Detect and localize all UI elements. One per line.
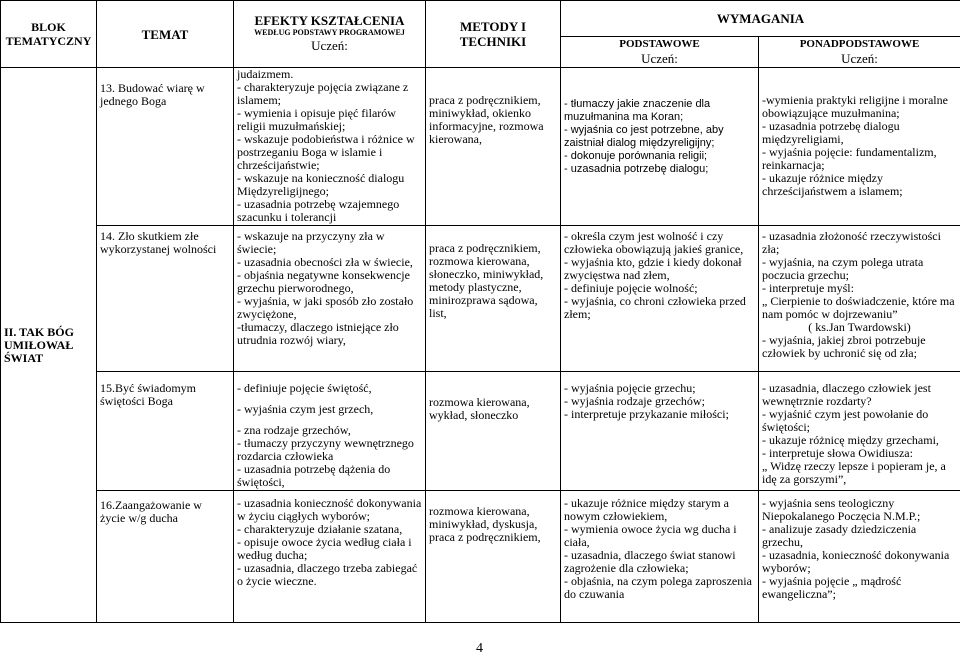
ponad-cell: - wyjaśnia sens teologiczny Niepokalanego Poczęcia N.M.P.; - analizuje zasady dziedziczenia grzechu, - uzasadnia, konieczność dokonywania wyborów; - wyjaśnia pojęcie „ mądrość ewangeliczna”; [759,491,960,623]
header-ponadpodstawowe [759,37,960,68]
header-blok: BLOK TEMATYCZNY [1,1,97,68]
ponad-cell: - uzasadnia, dlaczego człowiek jest wewnętrznie rozdarty? - wyjaśnić czym jest powołanie do świętości; - ukazuje różnicę między grzechami, - interpretuje słowa Owidiusza: „ Widzę rzeczy lepsze i popieram je, a idę za gorszymi”, [759,372,960,491]
top-fragment: judaizmem. [237,67,294,81]
header-efekty-title: EFEKTY KSZTAŁCENIA [254,13,405,28]
efekty-cell: judaizmem. - charakteryzuje pojęcia związane z islamem; - wymienia i opisuje pięć filarów religii muzułmańskiej; - wskazuje podobieństwa i różnice w postrzeganiu Boga w islamie i chrześcijaństwie; - wskazuje na konieczność dialogu Międzyreligijnego; - uzasadnia potrzebę wzajemnego szacunku i tolerancji [234,68,426,226]
efekty-cell: - uzasadnia konieczność dokonywania w życiu ciągłych wyborów; - charakteryzuje działanie szatana, - opisuje owoce życia według ciała i według ducha; - uzasadnia, dlaczego trzeba zabiegać o życie wieczne. [234,491,426,623]
page-number: 4 [476,641,483,656]
metody-cell: rozmowa kierowana, miniwykład, dyskusja, praca z podręcznikiem, [426,491,561,623]
blok-cell: II. TAK BÓG UMIŁOWAŁ ŚWIAT [1,68,97,623]
header-podstawowe-uczen: Uczeń: [641,51,678,66]
temat-cell: 14. Zło skutkiem złe wykorzystanej wolności [97,226,234,372]
metody-cell: praca z podręcznikiem, miniwykład, okienko informacyjne, rozmowa kierowana, [426,68,561,226]
temat-cell: 15.Być świadomym świętości Boga [97,372,234,491]
ponad-cell: -wymienia praktyki religijne i moralne obowiązujące muzułmanina; - uzasadnia potrzebę dialogu międzyreligiami, - wyjaśnia pojęcie: fundamentalizm, reinkarnacja; - ukazuje różnice między chrześcijaństwem a islamem; [759,68,960,226]
header-temat: TEMAT [97,1,234,68]
podstawowe-cell: - tłumaczy jakie znaczenie dla muzułmanina ma Koran; - wyjaśnia co jest potrzebne, aby zaistniał dialog międzyreligijny; - dokonuje porównania religii; - uzasadnia potrzebę dialogu; [561,68,759,226]
podstawowe-cell: - określa czym jest wolność i czy człowieka obowiązują jakieś granice, - wyjaśnia kto, gdzie i kiedy dokonał zwycięstwa nad złem, - definiuje pojęcie wolność; - wyjaśnia, co chroni człowieka przed złem; [561,226,759,372]
header-efekty-uczen: Uczeń: [311,38,348,53]
table-row [1,68,960,226]
efekty-cell: - wskazuje na przyczyny zła w świecie; - uzasadnia obecności zła w świecie, - objaśnia negatywne konsekwencje grzechu pierworodnego, - wyjaśnia, w jaki sposób zło zostało zwyciężone, -tłumaczy, dlaczego istniejące zło utrudnia rozwój wiary, [234,226,426,372]
ponad-cell: - uzasadnia złożoność rzeczywistości zła; - wyjaśnia, na czym polega utrata poczucia grzechu; - interpretuje myśl: „ Cierpienie to doświadczenie, które ma nam pomóc w dojrzewaniu” ( ks.Jan Twardowski) - wyjaśnia, jakiej zbroi potrzebuje człowiek by uchronić się od zła; [759,226,960,372]
table-row [1,226,960,372]
table-row [1,491,960,623]
header-row-top [1,1,960,37]
podstawowe-cell: - wyjaśnia pojęcie grzechu; - wyjaśnia rodzaje grzechów; - interpretuje przykazanie miłości; [561,372,759,491]
header-wymagania: WYMAGANIA [561,1,960,37]
header-podstawowe [561,37,759,68]
header-metody: METODY I TECHNIKI [426,1,561,68]
header-efekty-subtitle: WEDŁUG PODSTAWY PROGRAMOWEJ [254,28,405,37]
podstawowe-cell: - ukazuje różnice między starym a nowym człowiekiem, - wymienia owoce życia wg ducha i ciała, - uzasadnia, dlaczego świat stanowi zagrożenie dla człowieka; - objaśnia, na czym polega zaproszenia do czuwania [561,491,759,623]
metody-cell: rozmowa kierowana, wykład, słoneczko [426,372,561,491]
metody-cell: praca z podręcznikiem, rozmowa kierowana, słoneczko, miniwykład, metody plastyczne, minirozprawa sądowa, list, [426,226,561,372]
temat-cell: 13. Budować wiarę w jednego Boga [97,68,234,226]
efekty-cell: - definiuje pojęcie świętość, - wyjaśnia czym jest grzech, - zna rodzaje grzechów, - tłumaczy przyczyny wewnętrznego rozdarcia człowieka - uzasadnia potrzebę dążenia do świętości, [234,372,426,491]
header-ponad-label: PONADPODSTAWOWE [799,38,920,50]
temat-cell: 16.Zaangażowanie w życie w/g ducha [97,491,234,623]
header-podstawowe-label: PODSTAWOWE [619,38,700,50]
table-row [1,372,960,491]
header-ponad-uczen: Uczeń: [841,51,878,66]
header-efekty [234,1,426,68]
